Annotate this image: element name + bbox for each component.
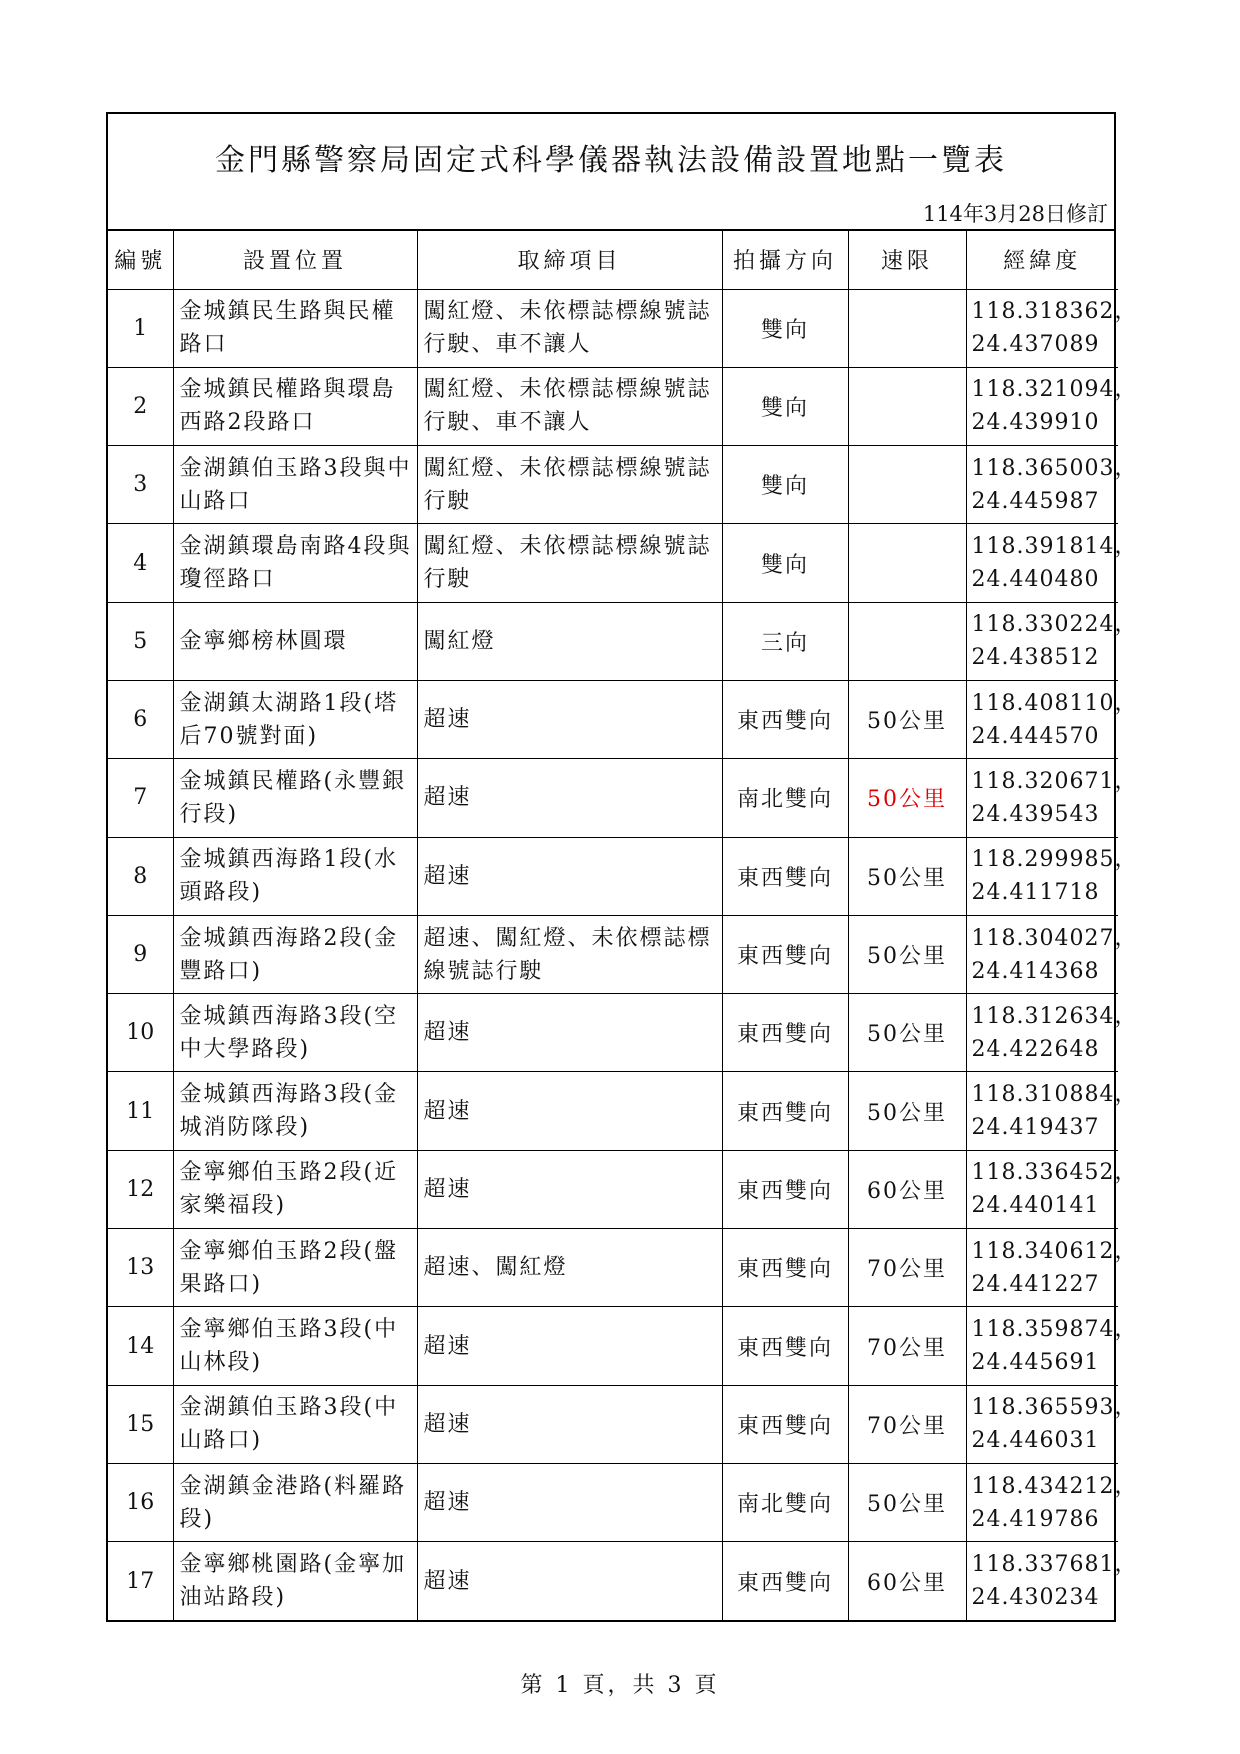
row-number: 11 (108, 1072, 173, 1150)
row-number: 7 (108, 759, 173, 837)
row-speed-limit: 70公里 (848, 1307, 966, 1385)
row-coordinates: 118.320671，24.439543 (966, 759, 1118, 837)
table-row (108, 367, 1118, 445)
row-speed-limit (848, 446, 966, 524)
table-header-row (108, 231, 1118, 289)
row-coordinates: 118.310884，24.419437 (966, 1072, 1118, 1150)
row-direction: 東西雙向 (722, 1072, 848, 1150)
row-direction: 東西雙向 (722, 1229, 848, 1307)
row-location: 金城鎮民權路與環島西路2段路口 (173, 367, 417, 445)
row-direction: 雙向 (722, 446, 848, 524)
row-location: 金湖鎮伯玉路3段與中山路口 (173, 446, 417, 524)
revision-date: 114年3月28日修訂 (108, 199, 1114, 231)
table-row (108, 837, 1118, 915)
row-direction: 東西雙向 (722, 994, 848, 1072)
row-speed-limit: 50公里 (848, 759, 966, 837)
header-location: 設置位置 (173, 231, 417, 289)
row-location: 金寧鄉榜林圓環 (173, 602, 417, 680)
table-row (108, 602, 1118, 680)
row-coordinates: 118.318362，24.437089 (966, 289, 1118, 367)
row-direction: 東西雙向 (722, 1150, 848, 1228)
row-direction: 東西雙向 (722, 680, 848, 758)
row-location: 金城鎮西海路3段(金城消防隊段) (173, 1072, 417, 1150)
row-number: 9 (108, 915, 173, 993)
row-speed-limit: 60公里 (848, 1150, 966, 1228)
header-speed: 速限 (848, 231, 966, 289)
row-enforcement-item: 超速 (417, 1463, 722, 1541)
row-coordinates: 118.408110，24.444570 (966, 680, 1118, 758)
table-row (108, 994, 1118, 1072)
row-enforcement-item: 闖紅燈、未依標誌標線號誌行駛、車不讓人 (417, 367, 722, 445)
header-coords: 經緯度 (966, 231, 1118, 289)
row-direction: 雙向 (722, 524, 848, 602)
row-coordinates: 118.365003，24.445987 (966, 446, 1118, 524)
row-enforcement-item: 超速 (417, 759, 722, 837)
row-number: 4 (108, 524, 173, 602)
header-item: 取締項目 (417, 231, 722, 289)
row-speed-limit: 70公里 (848, 1229, 966, 1307)
row-location: 金城鎮西海路3段(空中大學路段) (173, 994, 417, 1072)
row-location: 金湖鎮太湖路1段(塔后70號對面) (173, 680, 417, 758)
row-speed-limit: 50公里 (848, 994, 966, 1072)
row-number: 3 (108, 446, 173, 524)
row-location: 金湖鎮伯玉路3段(中山路口) (173, 1385, 417, 1463)
row-speed-limit: 70公里 (848, 1385, 966, 1463)
row-direction: 雙向 (722, 289, 848, 367)
row-number: 13 (108, 1229, 173, 1307)
row-coordinates: 118.321094，24.439910 (966, 367, 1118, 445)
row-direction: 東西雙向 (722, 1542, 848, 1620)
table-row (108, 1385, 1118, 1463)
row-direction: 三向 (722, 602, 848, 680)
row-speed-limit: 50公里 (848, 1072, 966, 1150)
row-direction: 南北雙向 (722, 1463, 848, 1541)
row-location: 金寧鄉伯玉路2段(盤果路口) (173, 1229, 417, 1307)
row-enforcement-item: 超速 (417, 1542, 722, 1620)
row-enforcement-item: 超速 (417, 1072, 722, 1150)
row-enforcement-item: 超速、闖紅燈、未依標誌標線號誌行駛 (417, 915, 722, 993)
table-row (108, 1150, 1118, 1228)
row-enforcement-item: 闖紅燈、未依標誌標線號誌行駛、車不讓人 (417, 289, 722, 367)
row-number: 10 (108, 994, 173, 1072)
table-row (108, 524, 1118, 602)
row-number: 1 (108, 289, 173, 367)
table-row (108, 1229, 1118, 1307)
row-enforcement-item: 超速、闖紅燈 (417, 1229, 722, 1307)
document-title: 金門縣警察局固定式科學儀器執法設備設置地點一覽表 (215, 142, 1007, 178)
table-row (108, 759, 1118, 837)
row-number: 2 (108, 367, 173, 445)
row-location: 金寧鄉伯玉路2段(近家樂福段) (173, 1150, 417, 1228)
row-number: 15 (108, 1385, 173, 1463)
row-location: 金寧鄉伯玉路3段(中山林段) (173, 1307, 417, 1385)
row-coordinates: 118.337681，24.430234 (966, 1542, 1118, 1620)
row-coordinates: 118.330224，24.438512 (966, 602, 1118, 680)
row-enforcement-item: 超速 (417, 1385, 722, 1463)
row-enforcement-item: 闖紅燈、未依標誌標線號誌行駛 (417, 446, 722, 524)
row-enforcement-item: 超速 (417, 1150, 722, 1228)
row-location: 金城鎮民權路(永豐銀行段) (173, 759, 417, 837)
row-number: 5 (108, 602, 173, 680)
row-number: 8 (108, 837, 173, 915)
row-number: 17 (108, 1542, 173, 1620)
row-coordinates: 118.391814，24.440480 (966, 524, 1118, 602)
row-number: 14 (108, 1307, 173, 1385)
row-enforcement-item: 闖紅燈、未依標誌標線號誌行駛 (417, 524, 722, 602)
row-speed-limit (848, 289, 966, 367)
table-row (108, 446, 1118, 524)
row-location: 金城鎮西海路2段(金豐路口) (173, 915, 417, 993)
row-number: 12 (108, 1150, 173, 1228)
row-speed-limit: 50公里 (848, 837, 966, 915)
page-footer: 第 1 頁，共 3 頁 (520, 1673, 720, 1698)
row-coordinates: 118.336452，24.440141 (966, 1150, 1118, 1228)
header-no: 編號 (108, 231, 173, 289)
table-body (108, 289, 1138, 1620)
row-number: 16 (108, 1463, 173, 1541)
row-enforcement-item: 超速 (417, 680, 722, 758)
table-row (108, 1307, 1118, 1385)
row-coordinates: 118.340612，24.441227 (966, 1229, 1118, 1307)
table-row (108, 1463, 1118, 1541)
row-direction: 雙向 (722, 367, 848, 445)
row-location: 金寧鄉桃園路(金寧加油站路段) (173, 1542, 417, 1620)
row-enforcement-item: 闖紅燈 (417, 602, 722, 680)
table-row (108, 289, 1118, 367)
row-location: 金城鎮西海路1段(水頭路段) (173, 837, 417, 915)
row-enforcement-item: 超速 (417, 994, 722, 1072)
header-direction: 拍攝方向 (722, 231, 848, 289)
row-coordinates: 118.299985，24.411718 (966, 837, 1118, 915)
row-coordinates: 118.434212，24.419786 (966, 1463, 1118, 1541)
row-number: 6 (108, 680, 173, 758)
row-location: 金城鎮民生路與民權路口 (173, 289, 417, 367)
table-row (108, 915, 1118, 993)
row-coordinates: 118.365593，24.446031 (966, 1385, 1118, 1463)
row-location: 金湖鎮環島南路4段與瓊徑路口 (173, 524, 417, 602)
row-enforcement-item: 超速 (417, 1307, 722, 1385)
row-speed-limit: 50公里 (848, 1463, 966, 1541)
row-speed-limit (848, 524, 966, 602)
table-row (108, 1072, 1118, 1150)
table-row (108, 1542, 1118, 1620)
row-direction: 東西雙向 (722, 837, 848, 915)
document-sheet (106, 112, 1138, 1622)
table-row (108, 680, 1118, 758)
row-speed-limit: 60公里 (848, 1542, 966, 1620)
row-direction: 南北雙向 (722, 759, 848, 837)
enforcement-sites-table (108, 231, 1138, 1620)
row-coordinates: 118.312634，24.422648 (966, 994, 1118, 1072)
row-direction: 東西雙向 (722, 1385, 848, 1463)
row-speed-limit (848, 602, 966, 680)
row-location: 金湖鎮金港路(料羅路段) (173, 1463, 417, 1541)
row-coordinates: 118.304027，24.414368 (966, 915, 1118, 993)
row-speed-limit: 50公里 (848, 680, 966, 758)
row-speed-limit (848, 367, 966, 445)
row-direction: 東西雙向 (722, 1307, 848, 1385)
row-coordinates: 118.359874，24.445691 (966, 1307, 1118, 1385)
row-direction: 東西雙向 (722, 915, 848, 993)
row-speed-limit: 50公里 (848, 915, 966, 993)
row-enforcement-item: 超速 (417, 837, 722, 915)
